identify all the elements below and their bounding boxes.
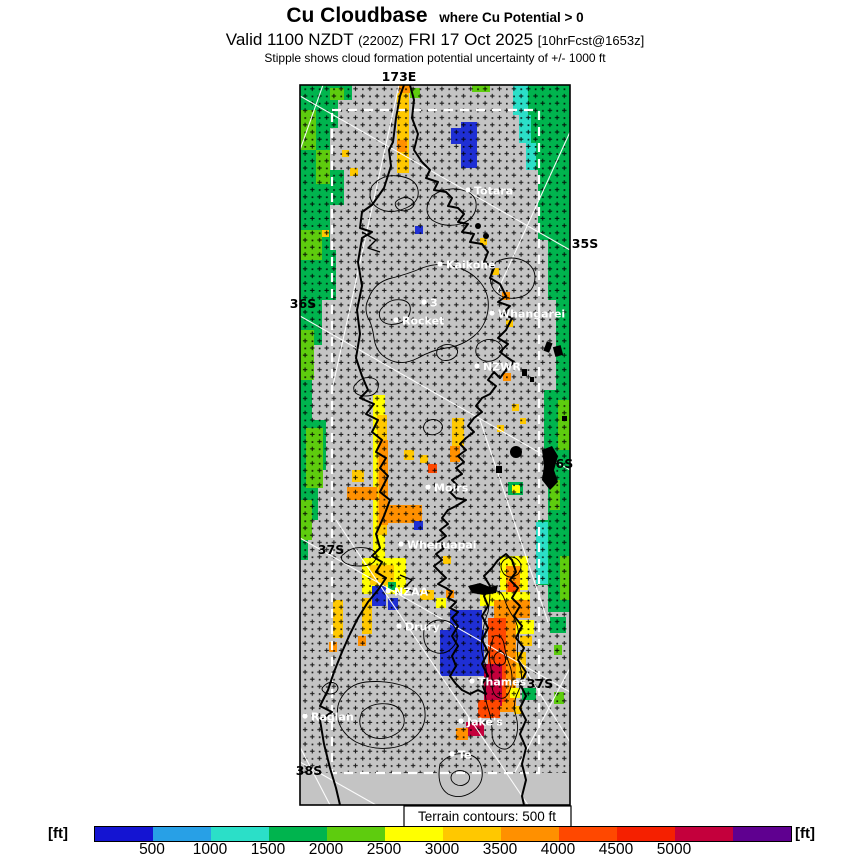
site-marker-dot	[489, 310, 494, 315]
legend-color-segment	[153, 827, 211, 841]
legend-tick-label: 2500	[366, 841, 402, 858]
lat-lon-label: 37S	[526, 676, 554, 691]
valid-date: FRI 17 Oct 2025	[408, 30, 534, 49]
site-label: Raglan	[311, 710, 354, 724]
site-marker-dot	[437, 261, 442, 266]
legend-tick-label: 4500	[598, 841, 634, 858]
site-label: NZWR	[483, 360, 521, 374]
site-marker-dot	[385, 588, 390, 593]
header	[0, 4, 850, 65]
legend-color-segment	[95, 827, 153, 841]
site-label: 3	[430, 296, 438, 310]
site-marker-dot	[398, 541, 403, 546]
site-marker-dot	[302, 713, 307, 718]
site-label: Whenuapai	[407, 538, 477, 552]
cloudbase-legend	[0, 824, 850, 860]
site-marker-dot	[393, 317, 398, 322]
legend-colorbar	[94, 826, 792, 842]
valid-time: Valid 1100 NZDT	[225, 30, 354, 49]
lat-lon-label: 37S	[317, 542, 345, 557]
site-label: Drury	[405, 620, 440, 634]
legend-color-segment	[443, 827, 501, 841]
site-marker-dot	[396, 623, 401, 628]
site-label: Te	[458, 748, 472, 762]
site-marker-dot	[421, 299, 426, 304]
site-marker-dot	[474, 363, 479, 368]
legend-unit-right: [ft]	[795, 825, 815, 842]
site-marker-dot	[458, 718, 463, 723]
lat-lon-label: 38S	[295, 763, 323, 778]
legend-unit-left: [ft]	[48, 825, 68, 842]
legend-tick-label: 1500	[250, 841, 286, 858]
legend-tick-label: 5000	[656, 841, 692, 858]
site-label: NZAA	[394, 585, 429, 599]
legend-tick-label: 2000	[308, 841, 344, 858]
legend-tick-label: 500	[139, 841, 165, 858]
site-marker-dot	[425, 484, 430, 489]
site-label: Totara	[474, 184, 514, 198]
site-label: Kaikohe	[446, 258, 496, 272]
site-marker-dot	[449, 751, 454, 756]
title-line	[20, 4, 850, 30]
legend-color-segment	[269, 827, 327, 841]
legend-tick-label: 3500	[482, 841, 518, 858]
terrain-note-text: Terrain contours: 500 ft	[417, 809, 557, 824]
legend-color-segment	[617, 827, 675, 841]
legend-tick-label: 3000	[424, 841, 460, 858]
legend-tick-label: 4000	[540, 841, 576, 858]
lat-lon-label: 35S	[571, 236, 599, 251]
legend-color-segment	[385, 827, 443, 841]
legend-color-segment	[733, 827, 791, 841]
lat-lon-label: 36S	[289, 296, 317, 311]
legend-tick-labels	[94, 841, 790, 860]
title-condition: where Cu Potential > 0	[439, 10, 584, 25]
legend-color-segment	[559, 827, 617, 841]
site-label: Whangarei	[498, 307, 566, 321]
site-label: Jake's	[467, 715, 503, 729]
legend-color-segment	[675, 827, 733, 841]
valid-zulu: (2200Z)	[358, 33, 404, 48]
stipple-subtitle: Stipple shows cloud formation potential uncertainty of +/- 1000 ft	[264, 51, 606, 65]
legend-color-segment	[211, 827, 269, 841]
site-label: Moirs	[434, 481, 469, 495]
valid-time-line	[20, 30, 850, 51]
lat-lon-label: 36S	[546, 456, 574, 471]
forecast-tag: [10hrFcst@1653z]	[537, 33, 645, 48]
legend-tick-label: 1000	[192, 841, 228, 858]
lat-lon-label: 173E	[381, 69, 417, 84]
legend-color-segment	[501, 827, 559, 841]
site-label: Rocket	[402, 314, 445, 328]
site-label: Thames	[478, 675, 527, 689]
page-title: Cu Cloudbase	[286, 4, 428, 27]
site-marker-dot	[469, 678, 474, 683]
legend-color-segment	[327, 827, 385, 841]
site-marker-dot	[465, 187, 470, 192]
